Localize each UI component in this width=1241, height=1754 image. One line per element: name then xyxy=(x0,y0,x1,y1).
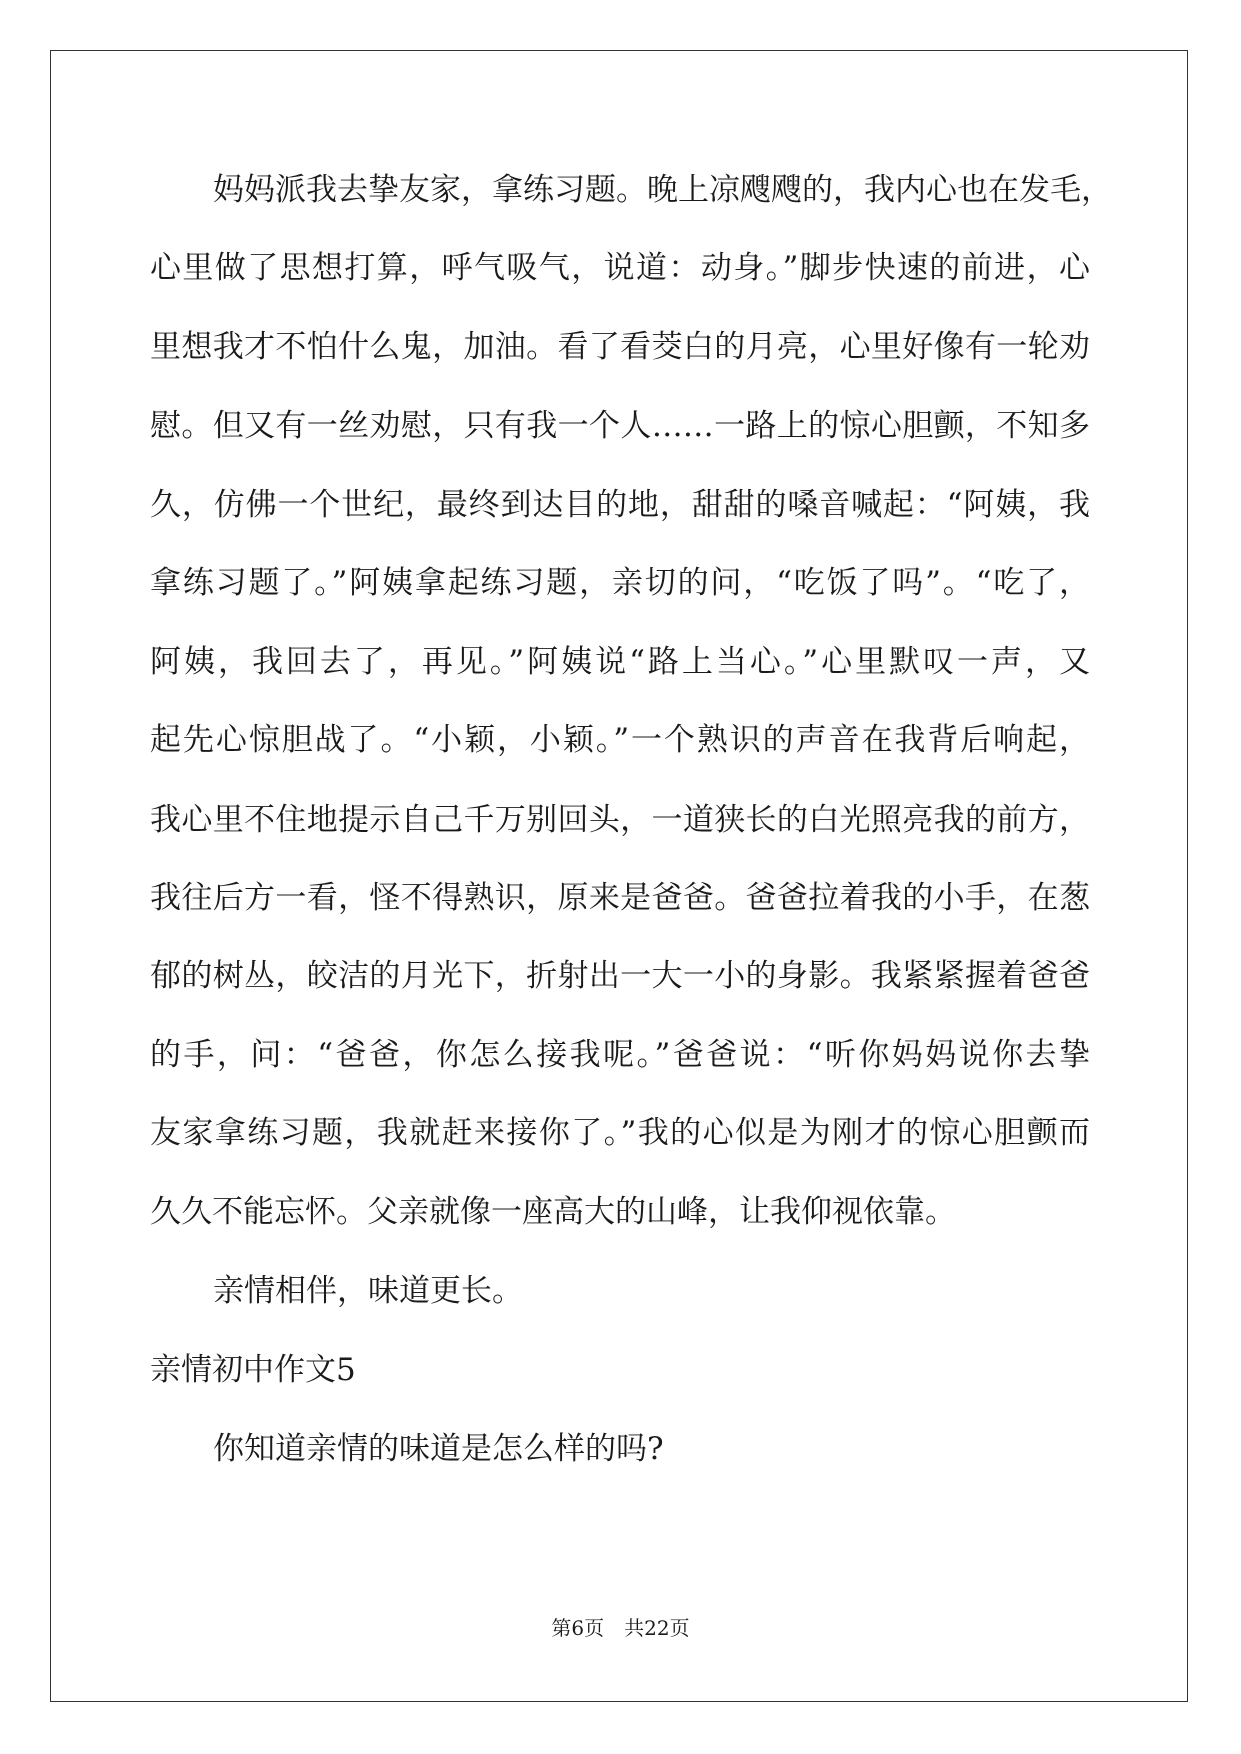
paragraph-line: 妈妈派我去挚友家，拿练习题。晚上凉飕飕的，我内心也在发毛， xyxy=(213,172,1112,208)
paragraph-line: 阿姨，我回去了，再见。”阿姨说“路上当心。”心里默叹一声，又 xyxy=(150,644,1090,680)
paragraph-line: 的手，问：“爸爸，你怎么接我呢。”爸爸说：“听你妈妈说你去挚 xyxy=(150,1037,1090,1073)
paragraph-line: 心里做了思想打算，呼气吸气，说道：动身。”脚步快速的前进，心 xyxy=(150,250,1090,286)
paragraph-line: 郁的树丛，皎洁的月光下，折射出一大一小的身影。我紧紧握着爸爸 xyxy=(150,958,1090,994)
paragraph-line: 我心里不住地提示自己千万别回头，一道狭长的白光照亮我的前方， xyxy=(150,802,1090,838)
paragraph-line: 里想我才不怕什么鬼，加油。看了看茭白的月亮，心里好像有一轮劝 xyxy=(150,329,1090,365)
paragraph-line: 我往后方一看，怪不得熟识，原来是爸爸。爸爸拉着我的小手，在葱 xyxy=(150,880,1090,916)
paragraph-line: 你知道亲情的味道是怎么样的吗? xyxy=(213,1431,664,1467)
page-total: 共22页 xyxy=(624,1616,690,1640)
paragraph-line: 慰。但又有一丝劝慰，只有我一个人……一路上的惊心胆颤，不知多 xyxy=(150,408,1090,444)
page-number: 第6页 xyxy=(551,1616,605,1640)
section-heading: 亲情初中作文5 xyxy=(150,1352,356,1388)
paragraph-line: 亲情相伴，味道更长。 xyxy=(213,1273,523,1309)
paragraph-line: 久久不能忘怀。父亲就像一座高大的山峰，让我仰视依靠。 xyxy=(150,1194,956,1230)
paragraph-line: 久，仿佛一个世纪，最终到达目的地，甜甜的嗓音喊起：“阿姨，我 xyxy=(150,487,1090,523)
page-footer xyxy=(0,1616,1241,1640)
paragraph-line: 友家拿练习题，我就赶来接你了。”我的心似是为刚才的惊心胆颤而 xyxy=(150,1115,1090,1151)
paragraph-line: 拿练习题了。”阿姨拿起练习题，亲切的问，“吃饭了吗”。“吃了， xyxy=(150,565,1090,601)
paragraph-line: 起先心惊胆战了。“小颖，小颖。”一个熟识的声音在我背后响起， xyxy=(150,722,1090,758)
